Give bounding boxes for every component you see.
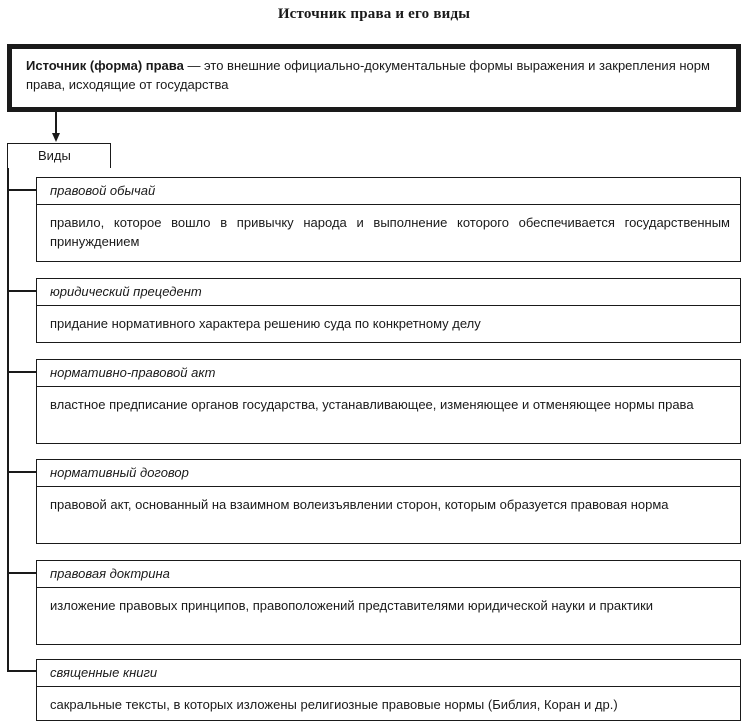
type-name: священные книги: [37, 660, 740, 687]
type-description: изложение правовых принципов, правоположений представителями юридической науки и практики: [50, 598, 654, 613]
type-description: придание нормативного характера решению суда по конкретному делу: [50, 316, 481, 331]
type-connector: [7, 670, 36, 672]
type-name: правовой обычай: [37, 178, 740, 205]
type-name: правовая доктрина: [37, 561, 740, 588]
definition-term: Источник (форма) права: [26, 58, 184, 73]
type-box-doctrine: [36, 560, 741, 645]
definition-box: [7, 44, 741, 112]
type-connector: [7, 371, 36, 373]
type-connector: [7, 572, 36, 574]
type-box-precedent: [36, 278, 741, 343]
type-name: нормативно-правовой акт: [37, 360, 740, 387]
type-description: сакральные тексты, в которых изложены религиозные правовые нормы (Библия, Коран и др.): [50, 697, 618, 712]
type-connector: [7, 471, 36, 473]
type-box-normative-act: [36, 359, 741, 444]
arrow-down-icon: [52, 133, 60, 142]
type-description: правило, которое вошло в привычку народа и выполнение которого обеспечивается государственным принуждением: [50, 215, 730, 249]
type-name: нормативный договор: [37, 460, 740, 487]
type-description: правовой акт, основанный на взаимном волеизъявлении сторон, которым образуется правовая норма: [50, 497, 669, 512]
arrow-line: [55, 112, 57, 134]
type-box-sacred-books: [36, 659, 741, 721]
type-name: юридический прецедент: [37, 279, 740, 306]
definition-text: — это внешние официально-документальные формы выражения и закрепления норм права, исходящие от государства: [26, 58, 710, 92]
page-title: Источник права и его виды: [277, 6, 471, 22]
type-box-custom: [36, 177, 741, 262]
type-connector: [7, 290, 36, 292]
types-label: Виды: [7, 143, 111, 168]
type-connector: [7, 189, 36, 191]
type-description: властное предписание органов государства, устанавливающее, изменяющее и отменяющее нормы права: [50, 397, 694, 412]
types-connector-trunk: [7, 168, 9, 671]
type-box-contract: [36, 459, 741, 544]
